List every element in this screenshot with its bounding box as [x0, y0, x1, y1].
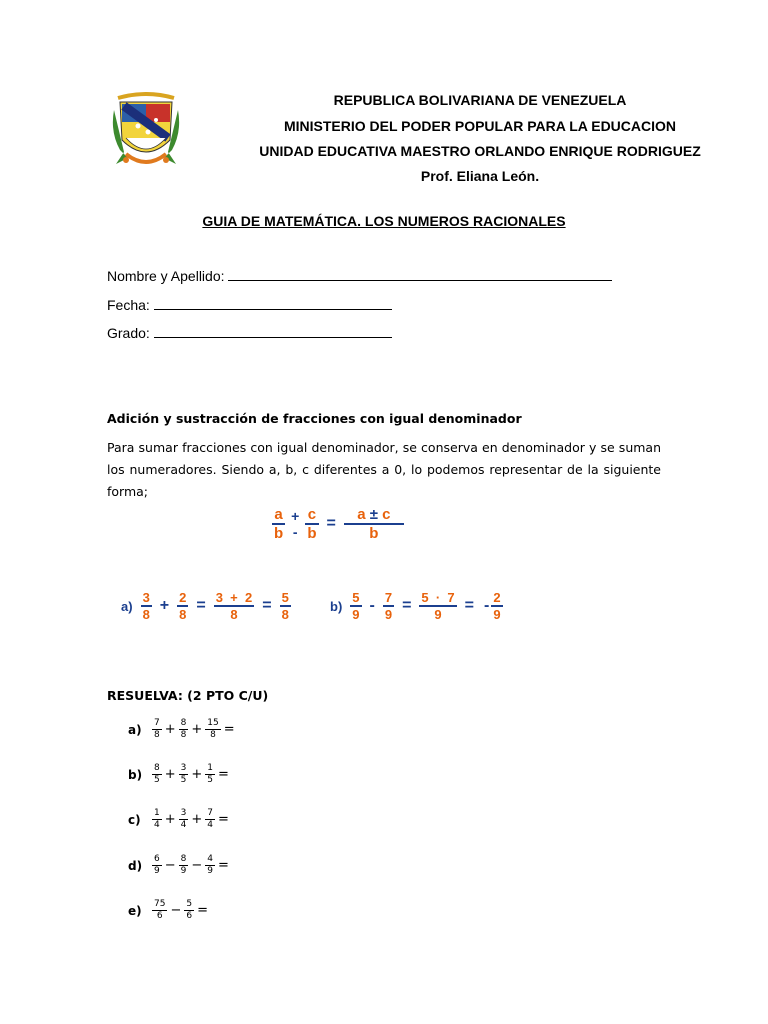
header-ministry: MINISTERIO DEL PODER POPULAR PARA LA EDUCACION — [283, 118, 677, 134]
exercise-operator: − — [191, 858, 203, 873]
exercise-equals: = — [197, 903, 208, 918]
exercise-fraction: $\frac{7}{4}$ — [207, 808, 214, 830]
date-blank[interactable] — [154, 297, 392, 310]
exercise-operator: − — [170, 903, 182, 918]
date-field[interactable] — [107, 297, 392, 313]
header-school: UNIDAD EDUCATIVA MAESTRO ORLANDO ENRIQUE RODRIGUEZ — [259, 143, 701, 159]
exercise-4 — [128, 854, 232, 877]
exercise-fraction: $\frac{1}{5}$ — [207, 763, 214, 785]
section-heading: Adición y sustracción de fracciones con igual denominador — [107, 411, 522, 426]
formula-fraction-a-b: $\frac{a}{b}$ — [274, 506, 284, 542]
formula-plus-minus: + - — [291, 508, 300, 540]
exercise-label: d) — [128, 858, 143, 873]
exercise-fraction: $\frac{75}{6}$ — [154, 899, 166, 921]
formula-equals: = — [326, 515, 336, 532]
exercise-fraction: $\frac{3}{4}$ — [180, 808, 187, 830]
exercise-operator: + — [191, 767, 203, 782]
exercise-fraction: $\frac{1}{4}$ — [154, 808, 160, 830]
exercise-operator: + — [164, 812, 176, 827]
exercise-fraction: $\frac{8}{9}$ — [180, 854, 187, 876]
exercise-operator: + — [164, 722, 176, 737]
name-field[interactable] — [107, 268, 612, 284]
exercise-5 — [128, 899, 211, 922]
exercise-fraction: $\frac{7}{8}$ — [154, 718, 160, 740]
exercise-label: c) — [128, 812, 141, 827]
exercise-fraction: $\frac{5}{6}$ — [186, 899, 193, 921]
exercise-1 — [128, 718, 238, 741]
name-label: Nombre y Apellido: — [107, 268, 225, 284]
header-teacher: Prof. Eliana León. — [420, 168, 540, 184]
exercise-operator: + — [191, 812, 203, 827]
formula-result: $\frac{a \pm c}{b}$ — [344, 506, 404, 542]
exercise-equals: = — [223, 722, 235, 737]
exercise-fraction: $\frac{6}{9}$ — [154, 854, 160, 876]
example-b: b) $\frac{5}{9}$ - $\frac{7}{9}$ = $\frac{5 \cdot 7}{9}$ = - $\frac{2}{9}$ — [330, 590, 501, 622]
exercise-label: b) — [128, 767, 143, 782]
exercise-equals: = — [218, 767, 229, 782]
exercise-fraction: $\frac{15}{8}$ — [207, 718, 219, 740]
grade-label: Grado: — [107, 325, 150, 341]
example-a: a) $\frac{3}{8}$ + $\frac{2}{8}$ = $\frac{3 + 2}{8}$ = $\frac{5}{8}$ — [121, 590, 289, 622]
exercise-fraction: $\frac{4}{9}$ — [207, 854, 214, 876]
exercise-label: e) — [128, 903, 142, 918]
example-a-label: a) — [121, 598, 133, 614]
example-b-label: b) — [330, 598, 343, 614]
grade-blank[interactable] — [154, 325, 392, 338]
section-paragraph: Para sumar fracciones con igual denominador, se conserva en denominador y se suman los numeradores. Siendo a, b, c diferentes a 0, lo podemos representar de la siguiente forma; — [107, 440, 661, 499]
guide-title: GUIA DE MATEMÁTICA. LOS NUMEROS RACIONALES — [202, 213, 566, 229]
exercise-2 — [128, 763, 232, 786]
exercise-label: a) — [128, 722, 142, 737]
exercise-equals: = — [218, 858, 229, 873]
exercises-heading: RESUELVA: (2 PTO C/U) — [107, 688, 269, 703]
exercise-operator: − — [164, 858, 176, 873]
formula-fraction-c-b: $\frac{c}{b}$ — [307, 506, 317, 542]
name-blank[interactable] — [228, 268, 612, 281]
exercise-fraction: $\frac{8}{8}$ — [180, 718, 187, 740]
exercise-operator: + — [191, 722, 203, 737]
exercise-3 — [128, 808, 232, 831]
exercise-operator: + — [164, 767, 176, 782]
grade-field[interactable] — [107, 325, 392, 341]
general-formula — [272, 506, 404, 542]
school-crest-logo — [106, 92, 186, 174]
exercise-equals: = — [218, 812, 229, 827]
header-country: REPUBLICA BOLIVARIANA DE VENEZUELA — [333, 92, 627, 108]
date-label: Fecha: — [107, 297, 150, 313]
exercise-fraction: $\frac{8}{5}$ — [154, 763, 160, 785]
exercise-fraction: $\frac{3}{5}$ — [180, 763, 187, 785]
